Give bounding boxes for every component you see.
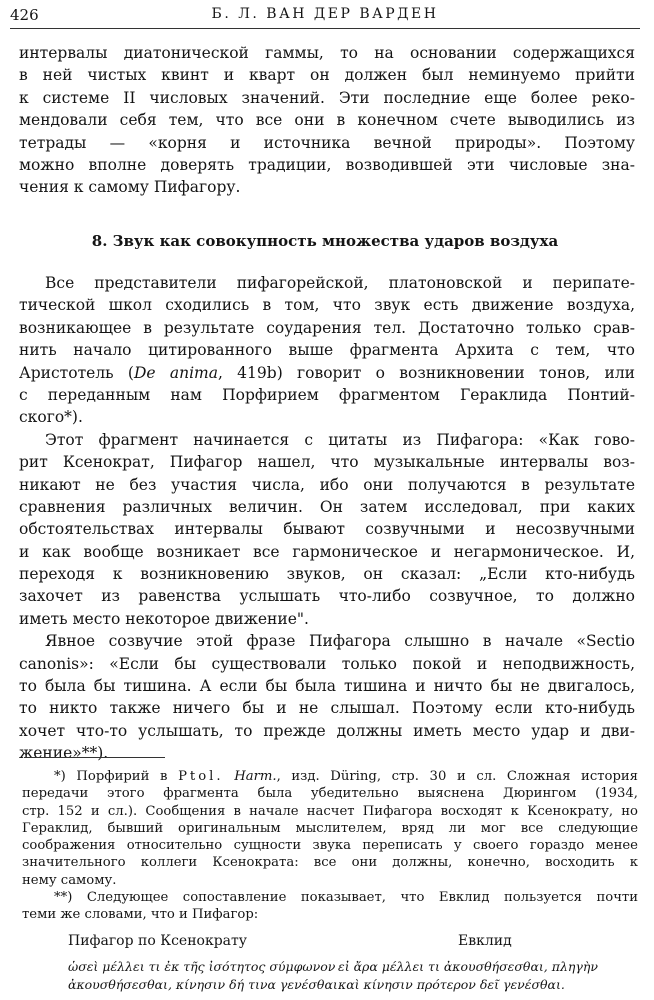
footnotes [22,768,638,924]
text-line: можно вполне доверять традиции, возводившей эти числовые зна- [19,155,635,174]
text-line: сравнения различных величин. Он затем исследовал, при каких [19,497,635,516]
footnote-separator [24,757,165,758]
text-line: никают не без участия числа, ибо они получаются в результате [19,475,635,494]
footnote-1-line: *) Порфирий в Ptol. Harm., изд. Düring, стр. 30 и сл. Сложная история [54,769,638,784]
greek-line: καὶ κίνησιν πρότερον δεῖ γενέσθαι. [338,977,565,992]
text-line: тической школ сходились в том, что звук есть движение воздуха, [19,296,635,315]
text-line: рит Ксенократ, Пифагор нашел, что музыкальные интервалы воз- [19,453,635,472]
footnote-2-line: **) Следующее сопоставление показывает, что Евклид пользуется почти [54,890,638,906]
text-line: мендовали себя тем, что все они в конечном счете выводились из [19,111,635,130]
text-line: нить начало цитированного выше фрагмента Архита с тем, что [19,341,635,360]
footnote-marker: **) [54,890,73,906]
text-line: то была бы тишина. А если бы была тишина и ничто бы не двигалось, [19,677,635,696]
text-line: то никто также ничего бы и не слышал. Поэтому если кто-нибудь [19,699,635,718]
spaced-author-ptol: Ptol. [178,769,224,784]
continued-paragraph [19,42,635,199]
text-line: иметь место некоторое движение". [19,609,309,628]
footnote-1-line: передачи этого фрагмента была убедительно выяснена Дюрингом (1934, [22,786,638,802]
greek-line: ἀκουσθήσεσθαι, κίνησιν δή τινα γενέσθαι [68,977,338,992]
text-line: интервалы диатонической гаммы, то на основании содержащихся [19,44,635,62]
text-line: в ней чистых квинт и кварт он должен был неминуемо прийти [19,66,635,85]
page-header [10,2,640,29]
greek-line: εἰ ἄρα μέλλει τι ἀκουσθήσεσθαι, πληγὴν [338,959,598,974]
footnote-1-line: нему самому. [22,872,117,888]
section-body [19,272,635,765]
footnote-2-line: теми же словами, что и Пифагор: [22,907,259,923]
text-line: переходя к возникновению звуков, он сказал: „Если кто-нибудь [19,565,635,584]
footnote-marker: *) [54,769,66,784]
text-line: ского*). [19,408,83,427]
text-fragment: , 419b) говорит о возникновении тонов, или [217,363,635,382]
text-line: чения к самому Пифагору. [19,178,241,197]
text-line: захочет из равенства услышать что-либо созвучное, то должно [19,587,635,606]
text-line: Этот фрагмент начинается с цитаты из Пифагора: «Как гово- [45,430,635,449]
book-title-de-anima: De anima [133,363,218,382]
text-line: возникающее в результате соударения тел. Достаточно только срав- [19,318,635,337]
footnote-1-line: соображения относительно сущности звука переписать у своего гораздо менее [22,838,638,854]
footnote-1-line: Гераклид, бывший оригинальным мыслителем, вряд ли мог все следующие [22,820,638,836]
text-line: обстоятельствах интервалы бывают созвучными и несозвучными [19,520,635,539]
greek-line: ὡσεὶ μέλλει τι ἐκ τῆς ἰσότητος σύμφωνον [68,959,336,974]
footnote-1-line: значительного коллеги Ксенократа: все они должны, конечно, восходить к [22,855,638,871]
work-title-harm: Harm. [234,769,277,784]
text-line-with-citation [19,362,635,384]
text-line: жение»**). [19,744,109,763]
greek-quote-euclid [338,958,598,994]
text-line: тетрады — «корня и источника вечной природы». Поэтому [19,133,635,152]
text-line: хочет что-то услышать, то прежде должны иметь место удар и дви- [19,721,635,740]
text-fragment: Аристотель ( [19,363,134,382]
running-title: Б. Л. ВАН ДЕР ВАРДЕН [211,6,439,22]
comparison-right-heading: Евклид [458,933,512,949]
page-number: 426 [10,6,39,24]
text-line: и как вообще возникает все гармоническое и негармоническое. И, [19,542,635,561]
greek-quote-pythagoras [68,958,338,994]
text-line: Все представители пифагорейской, платоновской и перипате- [45,274,635,292]
footnote-1-line: стр. 152 и сл.). Сообщения в начале насчет Пифагора восходят к Ксенократу, но [22,803,638,819]
text-line: canonis»: «Если бы существовали только покой и неподвижность, [19,654,635,673]
text-line: к системе II числовых значений. Эти последние еще более реко- [19,88,635,107]
comparison-left-heading: Пифагор по Ксенократу [68,933,247,949]
text-line: Явное созвучие этой фразе Пифагора слышно в начале «Sectio [45,632,635,651]
section-title: 8. Звук как совокупность множества ударов воздуха [91,232,559,250]
text-line: с переданным нам Порфирием фрагментом Гераклида Понтий- [19,385,635,404]
